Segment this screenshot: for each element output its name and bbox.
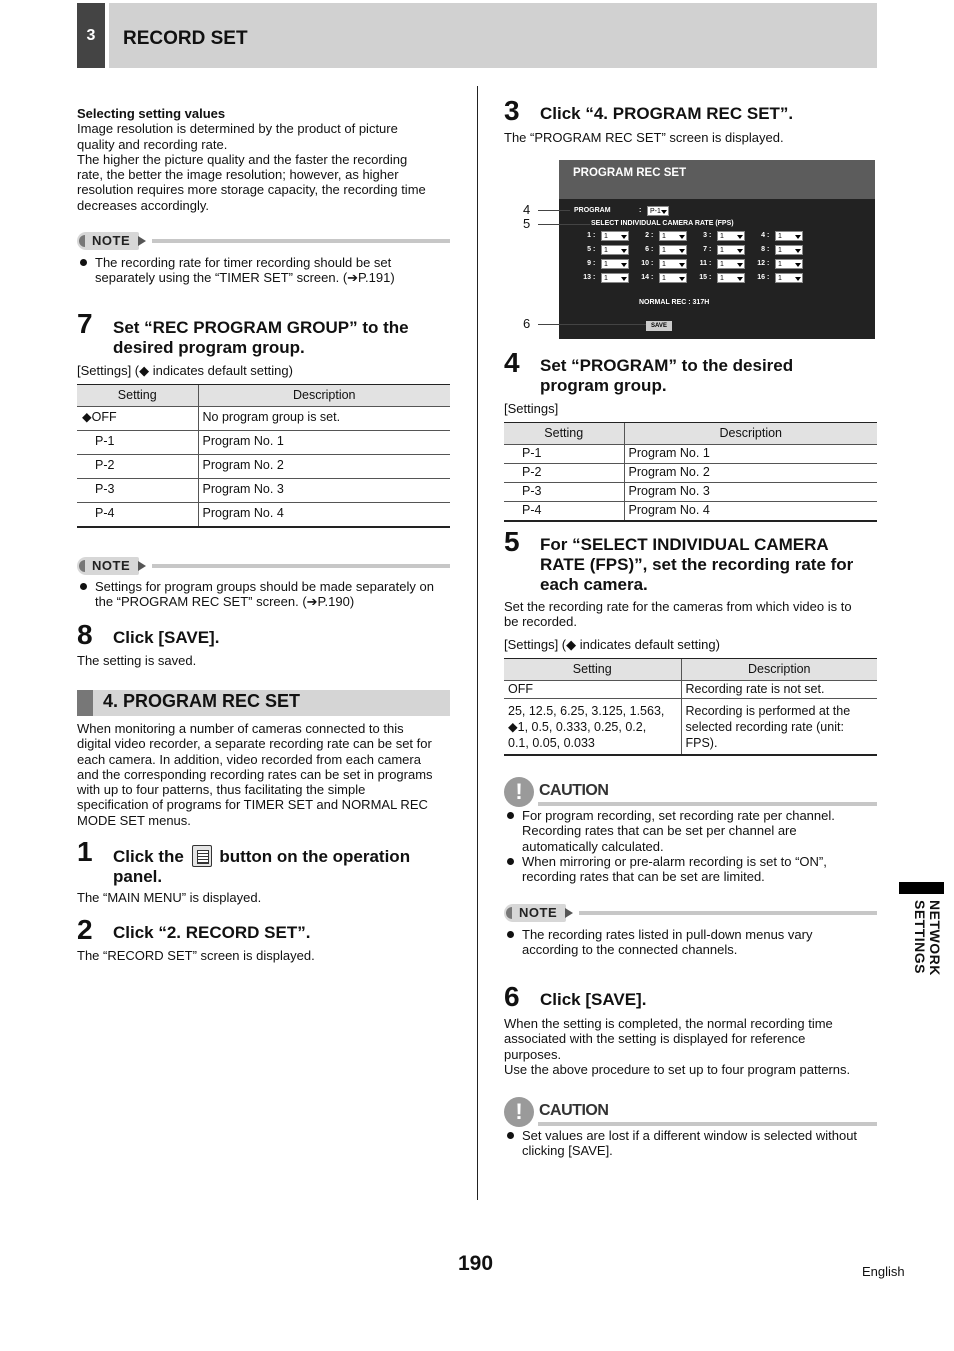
note-label: NOTE	[77, 557, 139, 575]
step-title-line: desired program group.	[113, 338, 305, 357]
step-desc: The setting is saved.	[77, 653, 197, 668]
note-text: according to the connected channels.	[522, 942, 738, 958]
step-desc: The “MAIN MENU” is displayed.	[77, 890, 262, 905]
page-title: RECORD SET	[123, 28, 248, 49]
table-cell: Program No. 2	[198, 455, 450, 479]
channel-rate-select[interactable]: 1	[659, 231, 687, 241]
channel-label: 11	[699, 260, 707, 267]
selecting-line: quality and recording rate.	[77, 136, 228, 152]
channel-label: 6	[645, 246, 649, 253]
step-number: 6	[504, 981, 520, 1012]
desc-line: Use the above procedure to set up to four program patterns.	[504, 1061, 851, 1077]
side-tab-line: SETTINGS	[912, 900, 928, 975]
step-number: 1	[77, 836, 93, 867]
table-cell: Program No. 4	[624, 502, 877, 521]
section-marker	[77, 690, 93, 716]
channel-rate-select[interactable]: 1	[717, 231, 745, 241]
intro-line: with up to four patterns, thus facilitating the simple	[77, 782, 366, 798]
page-number: 190	[458, 1252, 494, 1275]
channel-label: 7	[703, 246, 707, 253]
channel-rate-select[interactable]: 1	[601, 245, 629, 255]
program-table	[504, 422, 877, 522]
note-arrow-icon	[565, 908, 573, 918]
settings-label: [Settings] (◆ indicates default setting)	[77, 363, 293, 378]
selecting-line: resolution requires more storage capacity, the recording time	[77, 182, 426, 198]
channel-label: 4	[761, 232, 765, 239]
intro-line: digital video recorder, a separate recording rate can be set for	[77, 736, 432, 752]
colon: :	[651, 274, 654, 281]
exclamation-icon: !	[504, 777, 534, 807]
table-cell: Program No. 1	[198, 431, 450, 455]
colon: :	[593, 246, 596, 253]
step-number: 2	[77, 914, 93, 945]
colon: :	[709, 232, 712, 239]
step-number: 5	[504, 526, 520, 557]
table-cell: P-1	[77, 431, 198, 455]
step-title-line: Set “PROGRAM” to the desired	[540, 356, 794, 375]
table-cell	[681, 699, 877, 756]
language-label: English	[862, 1264, 905, 1279]
note-label: NOTE	[504, 904, 566, 922]
side-tab-marker	[899, 882, 944, 894]
callout-line	[538, 210, 570, 211]
caution-bullet	[504, 854, 877, 885]
colon: :	[639, 207, 642, 214]
channel-rate-select[interactable]: 1	[601, 231, 629, 241]
note-text: The recording rate for timer recording should be set	[95, 255, 392, 270]
program-label: PROGRAM	[574, 207, 611, 214]
step-desc: The “RECORD SET” screen is displayed.	[77, 948, 315, 963]
channel-label: 9	[587, 260, 591, 267]
caution-text: recording rates that can be set are limited.	[522, 869, 765, 885]
table-cell: No program group is set.	[198, 407, 450, 431]
callout-number: 4	[523, 202, 531, 217]
caution-label: CAUTION	[539, 1102, 609, 1119]
colon: :	[651, 246, 654, 253]
colon: :	[767, 260, 770, 267]
note-header	[504, 904, 877, 922]
channel-label: 3	[703, 232, 707, 239]
colon: :	[767, 274, 770, 281]
colon: :	[593, 260, 596, 267]
colon: :	[709, 260, 712, 267]
table-header: Setting	[504, 423, 624, 445]
channel-rate-select[interactable]: 1	[775, 231, 803, 241]
intro-line: and the corresponding recording rates can be set in programs	[77, 766, 433, 782]
note-text: separately using the “TIMER SET” screen. (➔P.191)	[95, 270, 395, 286]
channel-rate-select[interactable]: 1	[717, 245, 745, 255]
note-label: NOTE	[77, 232, 139, 250]
note-header	[77, 557, 450, 575]
step-title-part: Click the	[113, 847, 184, 866]
channel-rate-select[interactable]: 1	[775, 259, 803, 269]
cell-line: ◆1, 0.5, 0.333, 0.25, 0.2,	[508, 720, 647, 735]
table-cell: P-4	[77, 503, 198, 527]
colon: :	[709, 246, 712, 253]
colon: :	[767, 232, 770, 239]
channel-rate-select[interactable]: 1	[775, 245, 803, 255]
exclamation-icon: !	[504, 1097, 534, 1127]
table-header: Description	[624, 423, 877, 445]
step-title	[540, 535, 880, 595]
channel-label: 12	[757, 260, 765, 267]
table-cell	[681, 681, 877, 699]
step-title-part: panel.	[113, 867, 163, 886]
colon: :	[709, 274, 712, 281]
table-cell: P-2	[504, 464, 624, 483]
caution-divider	[538, 1122, 877, 1126]
table-cell: ◆OFF	[77, 407, 198, 431]
channel-label: 14	[641, 274, 649, 281]
channel-rate-select[interactable]: 1	[659, 273, 687, 283]
step-desc	[504, 1016, 877, 1077]
step-desc: The “PROGRAM REC SET” screen is displayed.	[504, 130, 784, 145]
step-title	[113, 318, 409, 358]
settings-label: [Settings]	[504, 401, 559, 416]
step-title-line: RATE (FPS)”, set the recording rate for	[540, 555, 854, 574]
note-bullet	[77, 579, 450, 610]
note-header	[77, 232, 450, 250]
side-tab-label	[900, 898, 944, 988]
callout-number: 5	[523, 216, 531, 231]
channel-label: 10	[641, 260, 649, 267]
caution-text: automatically calculated.	[522, 838, 664, 854]
note-bullet	[77, 255, 450, 286]
step-title-line: For “SELECT INDIVIDUAL CAMERA	[540, 535, 829, 554]
step-title: Click “4. PROGRAM REC SET”.	[540, 104, 794, 123]
caution-bullet	[504, 1128, 877, 1159]
caution-label: CAUTION	[539, 782, 609, 799]
caution-divider	[538, 802, 877, 806]
intro-paragraph	[77, 721, 450, 828]
channel-label: 8	[761, 246, 765, 253]
selecting-values-block	[77, 106, 450, 213]
table-header: Setting	[504, 659, 681, 681]
fps-label: SELECT INDIVIDUAL CAMERA RATE (FPS)	[591, 220, 734, 227]
step-desc	[504, 599, 877, 630]
cell-line: FPS).	[685, 736, 718, 751]
channel-label: 5	[587, 246, 591, 253]
step-title	[540, 356, 793, 396]
intro-line: When monitoring a number of cameras connected to this	[77, 721, 404, 736]
recording-rate-table	[504, 658, 877, 756]
table-cell: Program No. 2	[624, 464, 877, 483]
table-cell: P-3	[504, 483, 624, 502]
step-title	[113, 845, 453, 887]
cell-line: Recording is performed at the	[685, 704, 851, 719]
table-header: Description	[198, 385, 450, 407]
note-divider	[152, 564, 450, 568]
intro-line: MODE SET menus.	[77, 812, 191, 828]
cell-line: Recording rate is not set.	[685, 682, 825, 696]
channel-label: 15	[699, 274, 707, 281]
step-title: Click “2. RECORD SET”.	[113, 923, 311, 942]
intro-line: specification of programs for TIMER SET and NORMAL REC	[77, 797, 428, 813]
caution-text: clicking [SAVE].	[522, 1143, 613, 1159]
table-cell: Program No. 4	[198, 503, 450, 527]
selecting-line: decreases accordingly.	[77, 197, 209, 213]
step-number: 4	[504, 347, 520, 378]
channel-rate-select[interactable]: 1	[775, 273, 803, 283]
step-number: 8	[77, 619, 93, 650]
desc-line: be recorded.	[504, 614, 577, 630]
table-cell	[504, 681, 681, 699]
table-cell: Program No. 3	[624, 483, 877, 502]
table-header: Setting	[77, 385, 198, 407]
selecting-line: Image resolution is determined by the product of picture	[77, 121, 398, 137]
cell-line: 0.1, 0.05, 0.033	[508, 736, 595, 751]
step-number: 3	[504, 95, 520, 126]
normal-rec-label: NORMAL REC : 317H	[639, 299, 710, 306]
note-divider	[152, 239, 450, 243]
step-title-line: program group.	[540, 376, 667, 395]
channel-label: 16	[757, 274, 765, 281]
column-divider	[477, 86, 478, 1200]
caution-text: For program recording, set recording rate per channel.	[522, 808, 835, 823]
save-button[interactable]: SAVE	[646, 321, 672, 331]
channel-rate-select[interactable]: 1	[659, 245, 687, 255]
colon: :	[593, 274, 596, 281]
section-title: 4. PROGRAM REC SET	[103, 691, 301, 711]
channel-label: 2	[645, 232, 649, 239]
program-rec-set-screenshot	[559, 160, 875, 339]
note-arrow-icon	[138, 236, 146, 246]
table-cell: P-3	[77, 479, 198, 503]
selecting-line: The higher the picture quality and the faster the recording	[77, 151, 408, 167]
channel-label: 13	[583, 274, 591, 281]
table-cell	[504, 699, 681, 756]
side-tab-line: NETWORK	[927, 900, 943, 976]
intro-line: each camera. In addition, video recorded from each camera	[77, 751, 421, 767]
step-title-line: Set “REC PROGRAM GROUP” to the	[113, 318, 409, 337]
caution-header	[504, 777, 877, 807]
note-arrow-icon	[138, 561, 146, 571]
channel-rate-select[interactable]: 1	[601, 259, 629, 269]
caution-text: Recording rates that can be set per channel are	[522, 823, 797, 839]
desc-line: When the setting is completed, the normal recording time	[504, 1016, 833, 1031]
caution-text: Set values are lost if a different window is selected without	[522, 1128, 858, 1143]
step-title: Click [SAVE].	[540, 990, 647, 1009]
program-group-table	[77, 384, 450, 528]
cell-line: selected recording rate (unit:	[685, 720, 844, 735]
step-title-part: button on the operation	[219, 847, 411, 866]
channel-label: 1	[587, 232, 591, 239]
cell-line: OFF	[508, 682, 533, 696]
colon: :	[651, 260, 654, 267]
colon: :	[767, 246, 770, 253]
desc-line: purposes.	[504, 1046, 562, 1062]
channel-rate-select[interactable]: 1	[601, 273, 629, 283]
table-header: Description	[681, 659, 877, 681]
selecting-line: rate, the better the image resolution; however, as higher	[77, 167, 399, 183]
program-select[interactable]: P-1	[647, 206, 669, 216]
caution-header	[504, 1097, 877, 1127]
selecting-heading: Selecting setting values	[77, 106, 226, 121]
note-text: the “PROGRAM REC SET” screen. (➔P.190)	[95, 594, 355, 610]
table-cell: P-4	[504, 502, 624, 521]
step-title-line: each camera.	[540, 575, 648, 594]
caution-text: When mirroring or pre-alarm recording is set to “ON”,	[522, 854, 827, 869]
note-divider	[579, 911, 877, 915]
settings-label: [Settings] (◆ indicates default setting)	[504, 637, 720, 652]
desc-line: associated with the setting is displayed for reference	[504, 1031, 806, 1047]
colon: :	[651, 232, 654, 239]
chapter-number: 3	[77, 3, 105, 68]
desc-line: Set the recording rate for the cameras from which video is to	[504, 599, 852, 614]
note-text: Settings for program groups should be made separately on	[95, 579, 434, 594]
menu-button-icon	[192, 845, 212, 867]
channel-rate-select[interactable]: 1	[717, 273, 745, 283]
channel-rate-select[interactable]: 1	[717, 259, 745, 269]
table-cell: P-1	[504, 445, 624, 464]
channel-rate-select[interactable]: 1	[659, 259, 687, 269]
screen-title: PROGRAM REC SET	[573, 167, 687, 179]
callout-line	[538, 324, 646, 325]
table-cell: Program No. 3	[198, 479, 450, 503]
screen-title-bar	[559, 160, 875, 199]
note-bullet	[504, 927, 877, 958]
step-number: 7	[77, 308, 93, 339]
note-text: The recording rates listed in pull-down menus vary	[522, 927, 813, 942]
cell-line: 25, 12.5, 6.25, 3.125, 1.563,	[508, 704, 665, 719]
callout-line	[538, 224, 590, 225]
colon: :	[593, 232, 596, 239]
table-cell: P-2	[77, 455, 198, 479]
callout-number: 6	[523, 316, 531, 331]
table-cell: Program No. 1	[624, 445, 877, 464]
caution-bullet	[504, 808, 877, 854]
step-title: Click [SAVE].	[113, 628, 220, 647]
